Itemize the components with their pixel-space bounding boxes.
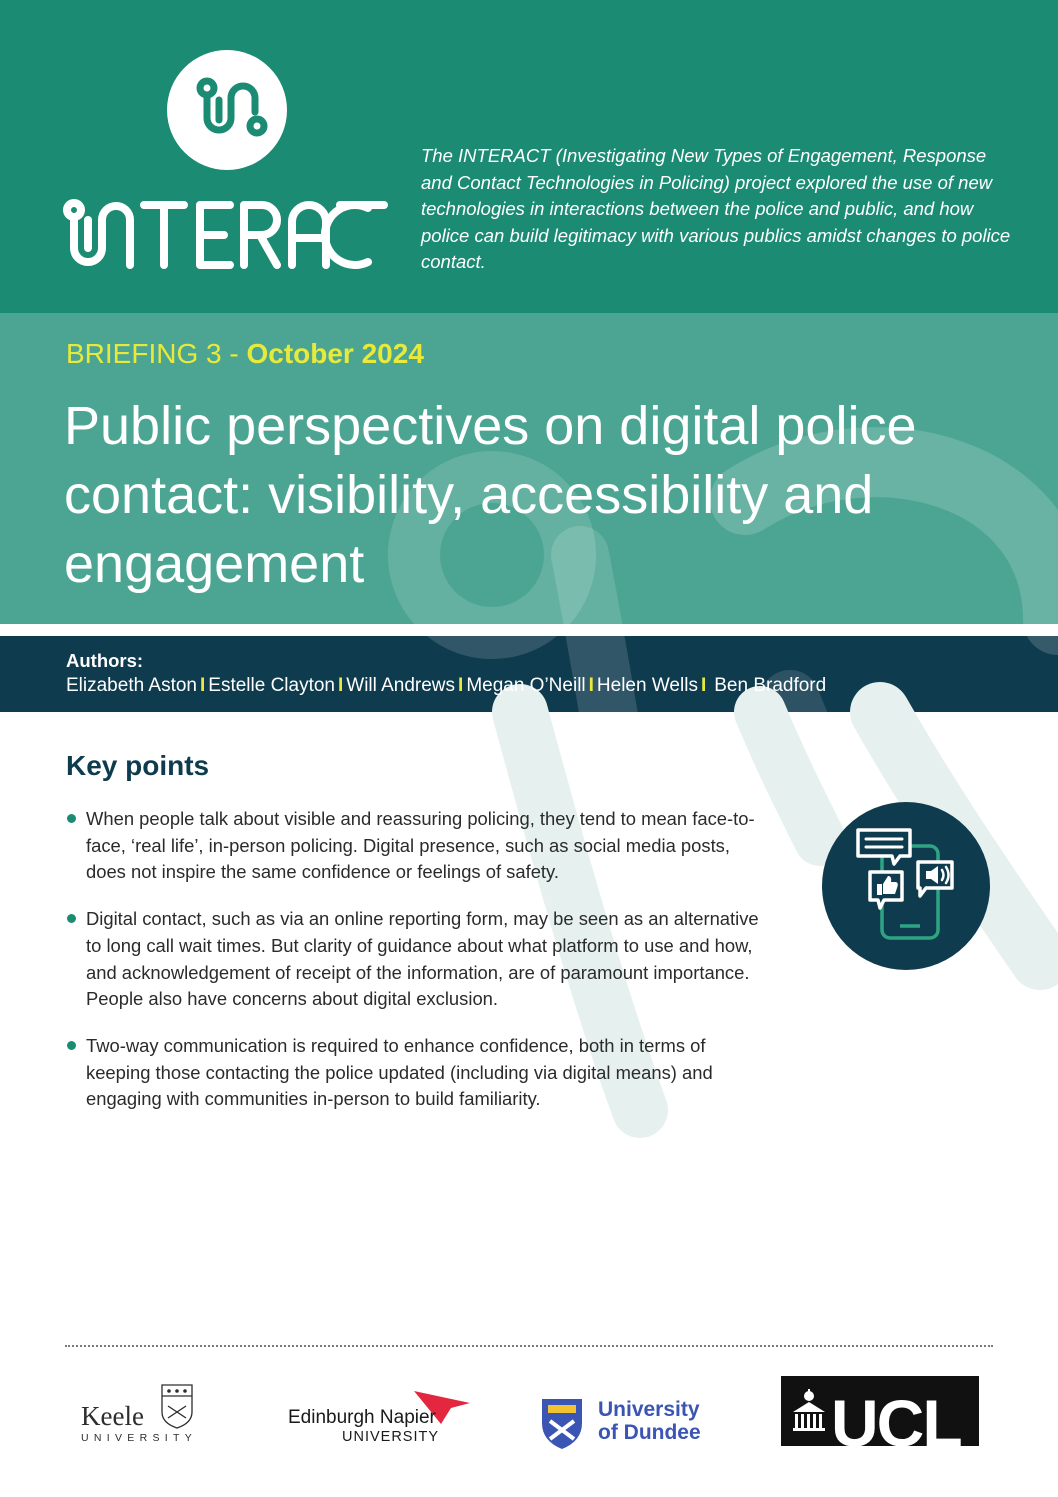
briefing-label: BRIEFING 3 -: [66, 338, 247, 369]
napier-sub: UNIVERSITY: [342, 1429, 440, 1445]
authors-list: [66, 675, 826, 697]
list-item: Two-way communication is required to enhance confidence, both in terms of keeping those contacting the police updated (including via digital means) and engaging with communities in-person to build familiarity.: [66, 1033, 766, 1113]
briefing-line: [66, 338, 424, 370]
authors-label: Authors:: [66, 650, 144, 671]
list-item: When people talk about visible and reassuring policing, they tend to mean face-to-face, ‘real life’, in-person policing. Digital presence, such as social media posts, does not inspire the same confidence or feelings of safety.: [66, 806, 766, 886]
author-name: Megan O’Neill: [466, 675, 586, 696]
logo-mark: [167, 50, 287, 170]
author-name: Elizabeth Aston: [66, 675, 197, 696]
briefing-date: October 2024: [246, 338, 424, 369]
author-name: Estelle Clayton: [208, 675, 335, 696]
author-name: Ben Bradford: [714, 675, 827, 696]
list-item: Digital contact, such as via an online reporting form, may be seen as an alternative to long call wait times. But clarity of guidance about what platform to use and how, and acknowledgement of receipt of the information, are of paramount importance. People also have concerns about digital exclusion.: [66, 906, 766, 1013]
edinburgh-napier-logo: [286, 1385, 472, 1447]
project-intro: The INTERACT (Investigating New Types of Engagement, Response and Contact Technologies in Policing) project explored the use of new technologies in interactions between the police and public, and how police can build legitimacy with various publics amidst changes to police contact.: [421, 145, 1011, 272]
phone-chat-icon: [820, 800, 992, 972]
author-name: Will Andrews: [346, 675, 456, 696]
keele-university-logo: [78, 1380, 203, 1448]
author-separator: I: [458, 675, 464, 696]
author-separator: I: [588, 675, 594, 696]
author-name: Helen Wells: [596, 675, 698, 696]
footer-divider: [65, 1345, 993, 1347]
author-separator: I: [700, 675, 707, 696]
key-points-heading: Key points: [66, 750, 210, 781]
interact-symbol-icon: [167, 50, 287, 170]
dundee-university-logo: [540, 1393, 720, 1453]
keele-sub: UNIVERSITY: [81, 1432, 198, 1444]
author-separator: I: [338, 675, 344, 696]
authors-bar: [0, 636, 1058, 712]
interact-wordmark-logo: [62, 190, 392, 275]
ucl-logo: [781, 1376, 979, 1446]
ucl-name: UCL: [831, 1386, 961, 1446]
napier-name: Edinburgh Napier: [288, 1407, 436, 1428]
key-points-list: [66, 806, 766, 1133]
divider-line: [0, 624, 1058, 636]
dundee-line1: University: [598, 1398, 700, 1421]
page-title: Public perspectives on digital police contact: visibility, accessibility and engagement: [64, 396, 917, 594]
author-separator: I: [199, 675, 206, 696]
dundee-line2: of Dundee: [598, 1421, 701, 1444]
keele-name: Keele: [81, 1401, 144, 1431]
